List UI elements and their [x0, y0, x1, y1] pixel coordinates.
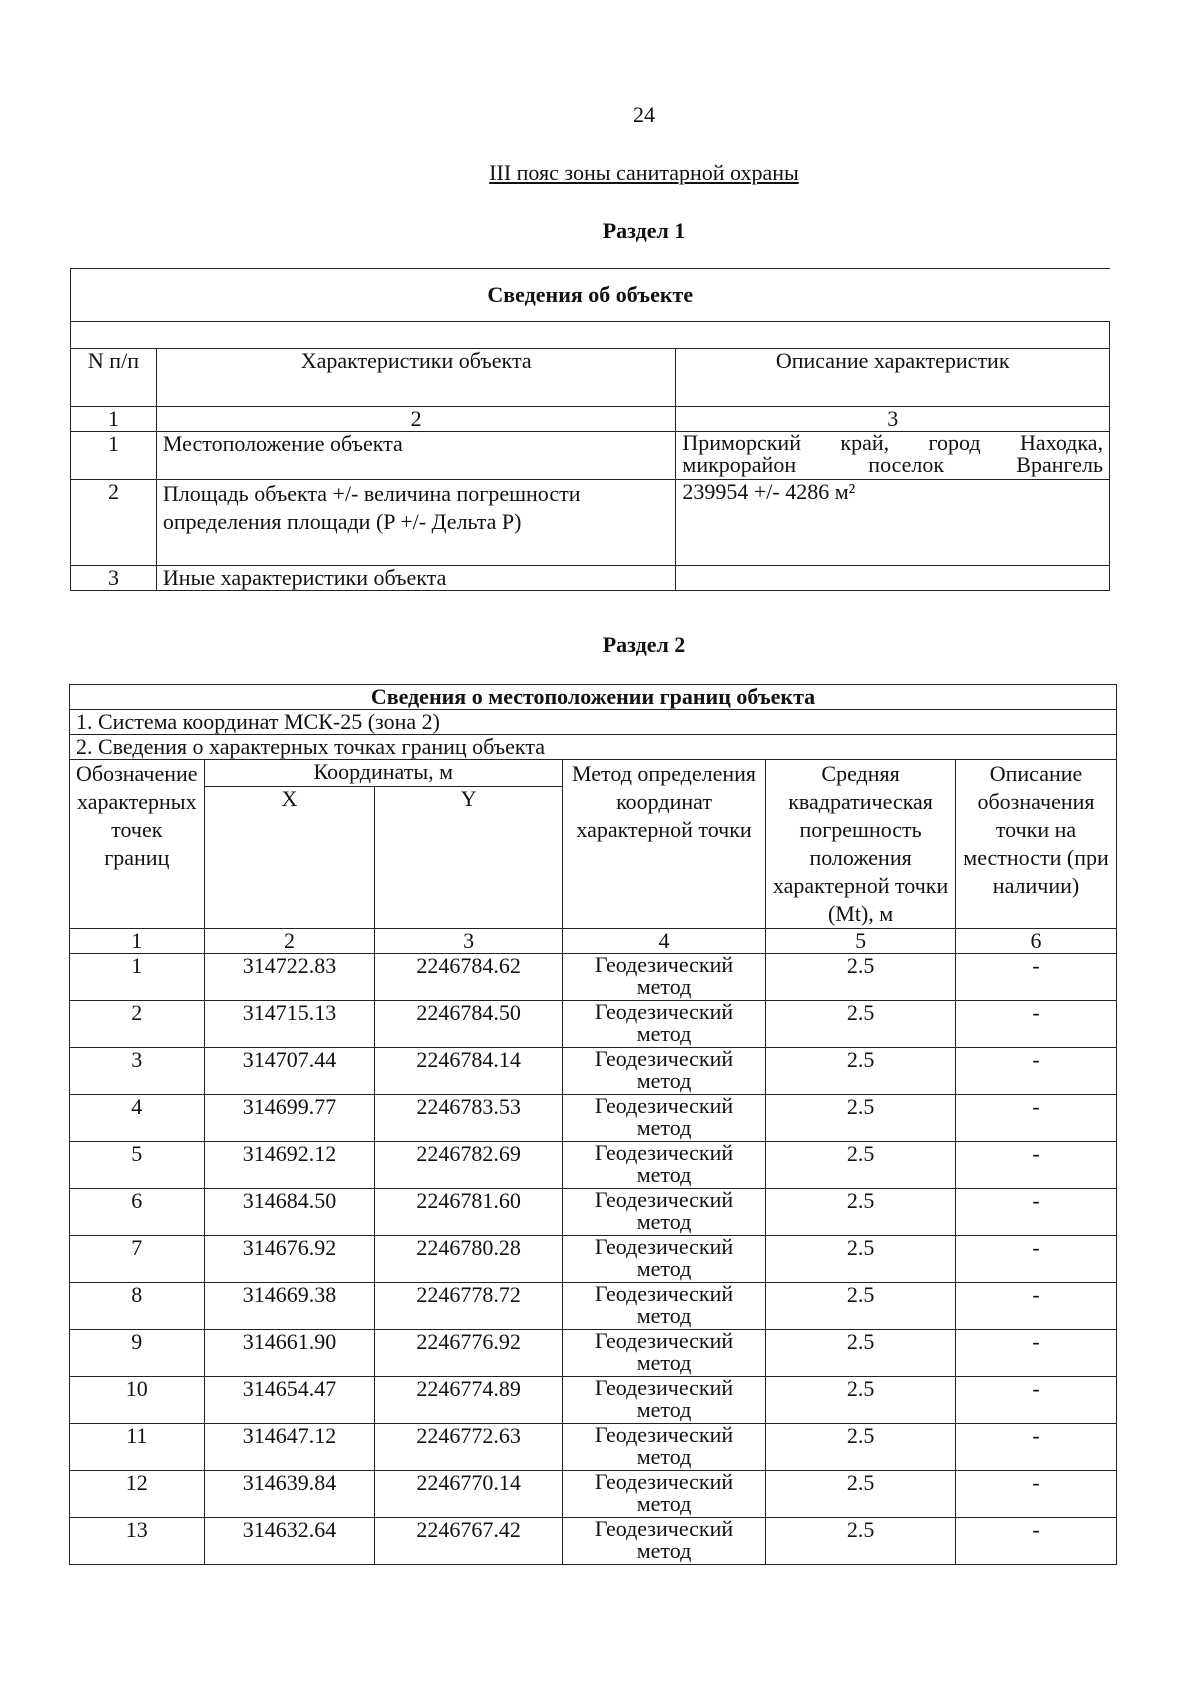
- point-description: -: [956, 1283, 1117, 1330]
- table-row: [70, 1001, 1117, 1048]
- point-method: Геодезический метод: [562, 1518, 765, 1565]
- point-accuracy: 2.5: [766, 1377, 956, 1424]
- index-cell: 2: [156, 407, 675, 432]
- table-row: [70, 1095, 1117, 1142]
- page-number: 24: [633, 102, 655, 127]
- zone-title: III пояс зоны санитарной охраны: [489, 160, 799, 185]
- point-number: 8: [70, 1283, 205, 1330]
- point-method: Геодезический метод: [562, 1048, 765, 1095]
- point-y: 2246778.72: [375, 1283, 563, 1330]
- table-row: [70, 1518, 1117, 1565]
- table-row: [70, 954, 1117, 1001]
- point-x: 314639.84: [204, 1471, 375, 1518]
- boundary-caption: Сведения о местоположении границ объекта: [70, 685, 1117, 710]
- point-y: 2246784.50: [375, 1001, 563, 1048]
- index-cell: 1: [70, 929, 205, 954]
- point-number: 3: [70, 1048, 205, 1095]
- table-row: [70, 1471, 1117, 1518]
- point-method: Геодезический метод: [562, 1377, 765, 1424]
- header-number: N п/п: [71, 349, 157, 407]
- point-y: 2246767.42: [375, 1518, 563, 1565]
- point-number: 9: [70, 1330, 205, 1377]
- point-x: 314715.13: [204, 1001, 375, 1048]
- table-row: [70, 1142, 1117, 1189]
- point-y: 2246783.53: [375, 1095, 563, 1142]
- point-x: 314669.38: [204, 1283, 375, 1330]
- header-designation: Обозначение характерных точек границ: [70, 760, 205, 929]
- point-number: 1: [70, 954, 205, 1001]
- header-coords: Координаты, м: [204, 760, 562, 787]
- point-description: -: [956, 1518, 1117, 1565]
- row-name: Местоположение объекта: [156, 432, 675, 480]
- point-accuracy: 2.5: [766, 1095, 956, 1142]
- point-description: -: [956, 1424, 1117, 1471]
- point-x: 314654.47: [204, 1377, 375, 1424]
- point-number: 6: [70, 1189, 205, 1236]
- section2-title: Раздел 2: [602, 632, 686, 657]
- index-cell: 1: [71, 407, 157, 432]
- point-method: Геодезический метод: [562, 1283, 765, 1330]
- point-y: 2246784.14: [375, 1048, 563, 1095]
- point-description: -: [956, 1142, 1117, 1189]
- section1-title: Раздел 1: [602, 218, 686, 243]
- index-cell: 3: [375, 929, 563, 954]
- point-accuracy: 2.5: [766, 1330, 956, 1377]
- point-y: 2246781.60: [375, 1189, 563, 1236]
- point-number: 2: [70, 1001, 205, 1048]
- point-method: Геодезический метод: [562, 1095, 765, 1142]
- point-y: 2246772.63: [375, 1424, 563, 1471]
- point-method: Геодезический метод: [562, 1189, 765, 1236]
- row-value: [676, 566, 1110, 591]
- point-description: -: [956, 1048, 1117, 1095]
- index-cell: 5: [766, 929, 956, 954]
- point-accuracy: 2.5: [766, 1142, 956, 1189]
- point-x: 314632.64: [204, 1518, 375, 1565]
- table-row: [70, 1377, 1117, 1424]
- point-description: -: [956, 1471, 1117, 1518]
- point-y: 2246782.69: [375, 1142, 563, 1189]
- header-x: X: [204, 787, 375, 929]
- point-description: -: [956, 1095, 1117, 1142]
- table-row: [70, 1189, 1117, 1236]
- point-accuracy: 2.5: [766, 1518, 956, 1565]
- row-number: 2: [71, 480, 157, 566]
- point-accuracy: 2.5: [766, 1424, 956, 1471]
- point-description: -: [956, 1377, 1117, 1424]
- index-cell: 3: [676, 407, 1110, 432]
- point-method: Геодезический метод: [562, 1471, 765, 1518]
- point-method: Геодезический метод: [562, 1001, 765, 1048]
- header-description: Описание обозначения точки на местности (при наличии): [956, 760, 1117, 929]
- point-accuracy: 2.5: [766, 1236, 956, 1283]
- table-row: [70, 1330, 1117, 1377]
- point-x: 314647.12: [204, 1424, 375, 1471]
- point-method: Геодезический метод: [562, 1330, 765, 1377]
- blank-row: [71, 322, 1110, 349]
- point-number: 12: [70, 1471, 205, 1518]
- boundary-points-table: [69, 684, 1117, 1565]
- point-method: Геодезический метод: [562, 1142, 765, 1189]
- point-accuracy: 2.5: [766, 954, 956, 1001]
- table-row: [70, 1424, 1117, 1471]
- point-number: 4: [70, 1095, 205, 1142]
- point-x: 314676.92: [204, 1236, 375, 1283]
- row-number: 1: [71, 432, 157, 480]
- point-method: Геодезический метод: [562, 954, 765, 1001]
- point-accuracy: 2.5: [766, 1048, 956, 1095]
- points-body: [70, 954, 1117, 1565]
- header-y: Y: [375, 787, 563, 929]
- point-number: 7: [70, 1236, 205, 1283]
- point-x: 314707.44: [204, 1048, 375, 1095]
- point-x: 314684.50: [204, 1189, 375, 1236]
- point-number: 5: [70, 1142, 205, 1189]
- point-method: Геодезический метод: [562, 1424, 765, 1471]
- point-x: 314699.77: [204, 1095, 375, 1142]
- point-y: 2246784.62: [375, 954, 563, 1001]
- index-cell: 6: [956, 929, 1117, 954]
- point-description: -: [956, 1001, 1117, 1048]
- object-info-caption: Сведения об объекте: [71, 269, 1110, 322]
- index-cell: 2: [204, 929, 375, 954]
- point-x: 314692.12: [204, 1142, 375, 1189]
- point-accuracy: 2.5: [766, 1283, 956, 1330]
- points-caption: 2. Сведения о характерных точках границ объекта: [70, 735, 1117, 760]
- table-row: [70, 1283, 1117, 1330]
- point-x: 314722.83: [204, 954, 375, 1001]
- point-y: 2246780.28: [375, 1236, 563, 1283]
- object-info-table: [70, 268, 1110, 591]
- table-row: [70, 1048, 1117, 1095]
- point-description: -: [956, 954, 1117, 1001]
- point-y: 2246776.92: [375, 1330, 563, 1377]
- point-description: -: [956, 1236, 1117, 1283]
- point-x: 314661.90: [204, 1330, 375, 1377]
- row-value: Приморский край, город Находка, микрорайон поселок Врангель: [676, 432, 1110, 480]
- point-y: 2246770.14: [375, 1471, 563, 1518]
- index-cell: 4: [562, 929, 765, 954]
- header-characteristics: Характеристики объекта: [156, 349, 675, 407]
- point-y: 2246774.89: [375, 1377, 563, 1424]
- row-name: Площадь объекта +/- величина погрешности определения площади (P +/- Дельта P): [156, 480, 675, 566]
- header-method: Метод определения координат характерной точки: [562, 760, 765, 929]
- coord-system: 1. Система координат МСК-25 (зона 2): [70, 710, 1117, 735]
- point-number: 13: [70, 1518, 205, 1565]
- point-accuracy: 2.5: [766, 1189, 956, 1236]
- header-accuracy: Средняя квадратическая погрешность положения характерной точки (Mt), м: [766, 760, 956, 929]
- row-value: 239954 +/- 4286 м²: [676, 480, 1110, 566]
- row-number: 3: [71, 566, 157, 591]
- table-row: [70, 1236, 1117, 1283]
- point-accuracy: 2.5: [766, 1001, 956, 1048]
- point-description: -: [956, 1330, 1117, 1377]
- point-number: 11: [70, 1424, 205, 1471]
- point-method: Геодезический метод: [562, 1236, 765, 1283]
- point-number: 10: [70, 1377, 205, 1424]
- point-accuracy: 2.5: [766, 1471, 956, 1518]
- point-description: -: [956, 1189, 1117, 1236]
- header-description: Описание характеристик: [676, 349, 1110, 407]
- row-name: Иные характеристики объекта: [156, 566, 675, 591]
